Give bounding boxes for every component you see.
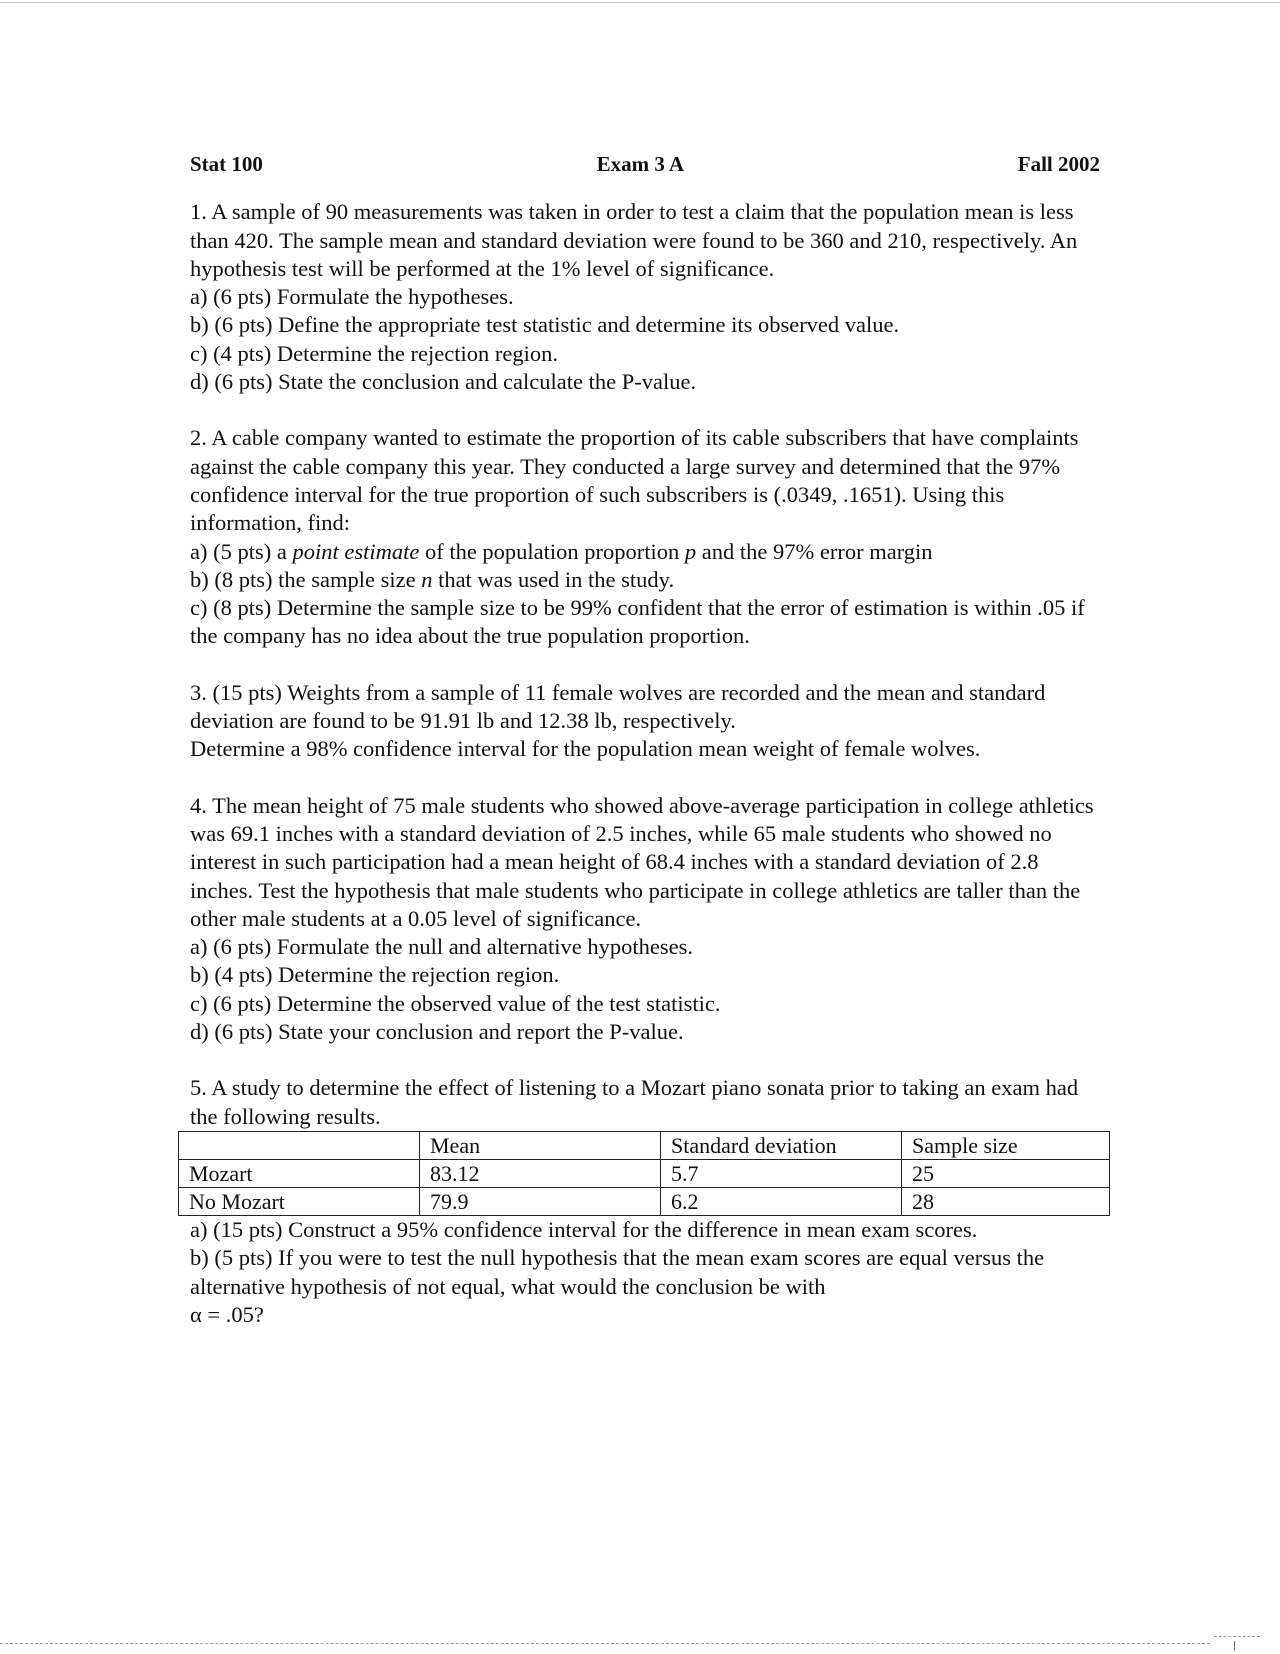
mozart-results-table xyxy=(178,1131,1110,1216)
table-header-cell: Standard deviation xyxy=(661,1131,902,1159)
problem-5 xyxy=(190,1074,1100,1329)
problem-2-part-a xyxy=(190,538,1100,566)
problem-1-part-d: d) (6 pts) State the conclusion and calculate the P-value. xyxy=(190,369,697,395)
exam-header xyxy=(190,150,1100,178)
problem-4-part-b: b) (4 pts) Determine the rejection region. xyxy=(190,962,560,988)
point-estimate-term: point estimate xyxy=(292,538,420,564)
problem-2-part-b xyxy=(190,566,1100,594)
scan-edge-top xyxy=(0,2,1280,3)
table-header-row xyxy=(179,1131,1110,1159)
problem-3-task: Determine a 98% confidence interval for the population mean weight of female wolves. xyxy=(190,736,981,762)
problem-1-text: 1. A sample of 90 measurements was taken in order to test a claim that the population mean is less than 420. The sample mean and standard deviation were found to be 360 and 210, respectively. An hypothesis test will be performed at the 1% level of significance. xyxy=(190,199,1078,281)
exam-title: Exam 3 A xyxy=(596,152,685,176)
table-cell: 6.2 xyxy=(661,1187,902,1215)
table-cell: Mozart xyxy=(179,1159,420,1187)
problem-2-text: 2. A cable company wanted to estimate the proportion of its cable subscribers that have complaints against the cable company this year. They conducted a large survey and determined that the 97% confidence interval for the true proportion of such subscribers is (.0349, .1651). Using this information, find: xyxy=(190,425,1079,536)
problem-2 xyxy=(190,424,1100,650)
problem-2-part-b-post: that was used in the study. xyxy=(432,566,675,592)
problem-1 xyxy=(190,198,1100,396)
table-cell: No Mozart xyxy=(179,1187,420,1215)
exam-page xyxy=(190,150,1100,1357)
table-cell: 5.7 xyxy=(661,1159,902,1187)
problem-3-text: 3. (15 pts) Weights from a sample of 11 female wolves are recorded and the mean and standard deviation are found to be 91.91 lb and 12.38 lb, respectively. xyxy=(190,679,1046,734)
scan-edge-bottom xyxy=(0,1643,1210,1644)
problem-3 xyxy=(190,679,1100,764)
problem-2-part-a-post: and the 97% error margin xyxy=(696,538,933,564)
variable-n: n xyxy=(421,566,433,592)
problem-5-text: 5. A study to determine the effect of listening to a Mozart piano sonata prior to taking an exam had the following results. xyxy=(190,1075,1079,1129)
table-cell: 28 xyxy=(902,1187,1110,1215)
table-cell: 79.9 xyxy=(420,1187,661,1215)
problem-2-part-a-pre: a) (5 pts) a xyxy=(190,538,293,564)
problem-4 xyxy=(190,792,1100,1047)
table-header-cell: Mean xyxy=(420,1131,661,1159)
table-cell: 25 xyxy=(902,1159,1110,1187)
problem-4-part-c: c) (6 pts) Determine the observed value of the test statistic. xyxy=(190,990,721,1016)
problem-5-part-b: b) (5 pts) If you were to test the null hypothesis that the mean exam scores are equal versus the alternative hypothesis of not equal, what would the conclusion be with xyxy=(190,1245,1045,1299)
problem-4-part-a: a) (6 pts) Formulate the null and alternative hypotheses. xyxy=(190,934,693,960)
table-header-cell xyxy=(179,1131,420,1159)
problem-2-part-a-mid: of the population proportion xyxy=(419,538,685,564)
table-header-cell: Sample size xyxy=(902,1131,1110,1159)
problem-1-part-b: b) (6 pts) Define the appropriate test statistic and determine its observed value. xyxy=(190,312,900,338)
problem-4-part-d: d) (6 pts) State your conclusion and report the P-value. xyxy=(190,1019,684,1045)
table-row xyxy=(179,1187,1110,1215)
problem-2-part-b-pre: b) (8 pts) the sample size xyxy=(190,566,422,592)
problem-4-text: 4. The mean height of 75 male students who showed above-average participation in college athletics was 69.1 inches with a standard deviation of 2.5 inches, while 65 male students who showed no interest in such participation had a mean height of 68.4 inches with a standard deviation of 2.8 inches. Test the hypothesis that male students who participate in college athletics are taller than the other male students at a 0.05 level of significance. xyxy=(190,792,1094,931)
table-row xyxy=(179,1159,1110,1187)
problem-5-part-a: a) (15 pts) Construct a 95% confidence interval for the difference in mean exam scores. xyxy=(190,1216,978,1242)
variable-p: p xyxy=(684,538,697,564)
problem-1-part-c: c) (4 pts) Determine the rejection region. xyxy=(190,340,558,366)
exam-term: Fall 2002 xyxy=(1017,152,1100,176)
scan-artifact xyxy=(1214,1636,1260,1651)
alpha-level: α = .05? xyxy=(190,1301,264,1327)
problem-1-part-a: a) (6 pts) Formulate the hypotheses. xyxy=(190,284,514,310)
table-cell: 83.12 xyxy=(420,1159,661,1187)
problem-2-part-c: c) (8 pts) Determine the sample size to be 99% confident that the error of estimation is within .05 if the company has no idea about the true population proportion. xyxy=(190,595,1085,649)
course-name: Stat 100 xyxy=(190,152,263,176)
